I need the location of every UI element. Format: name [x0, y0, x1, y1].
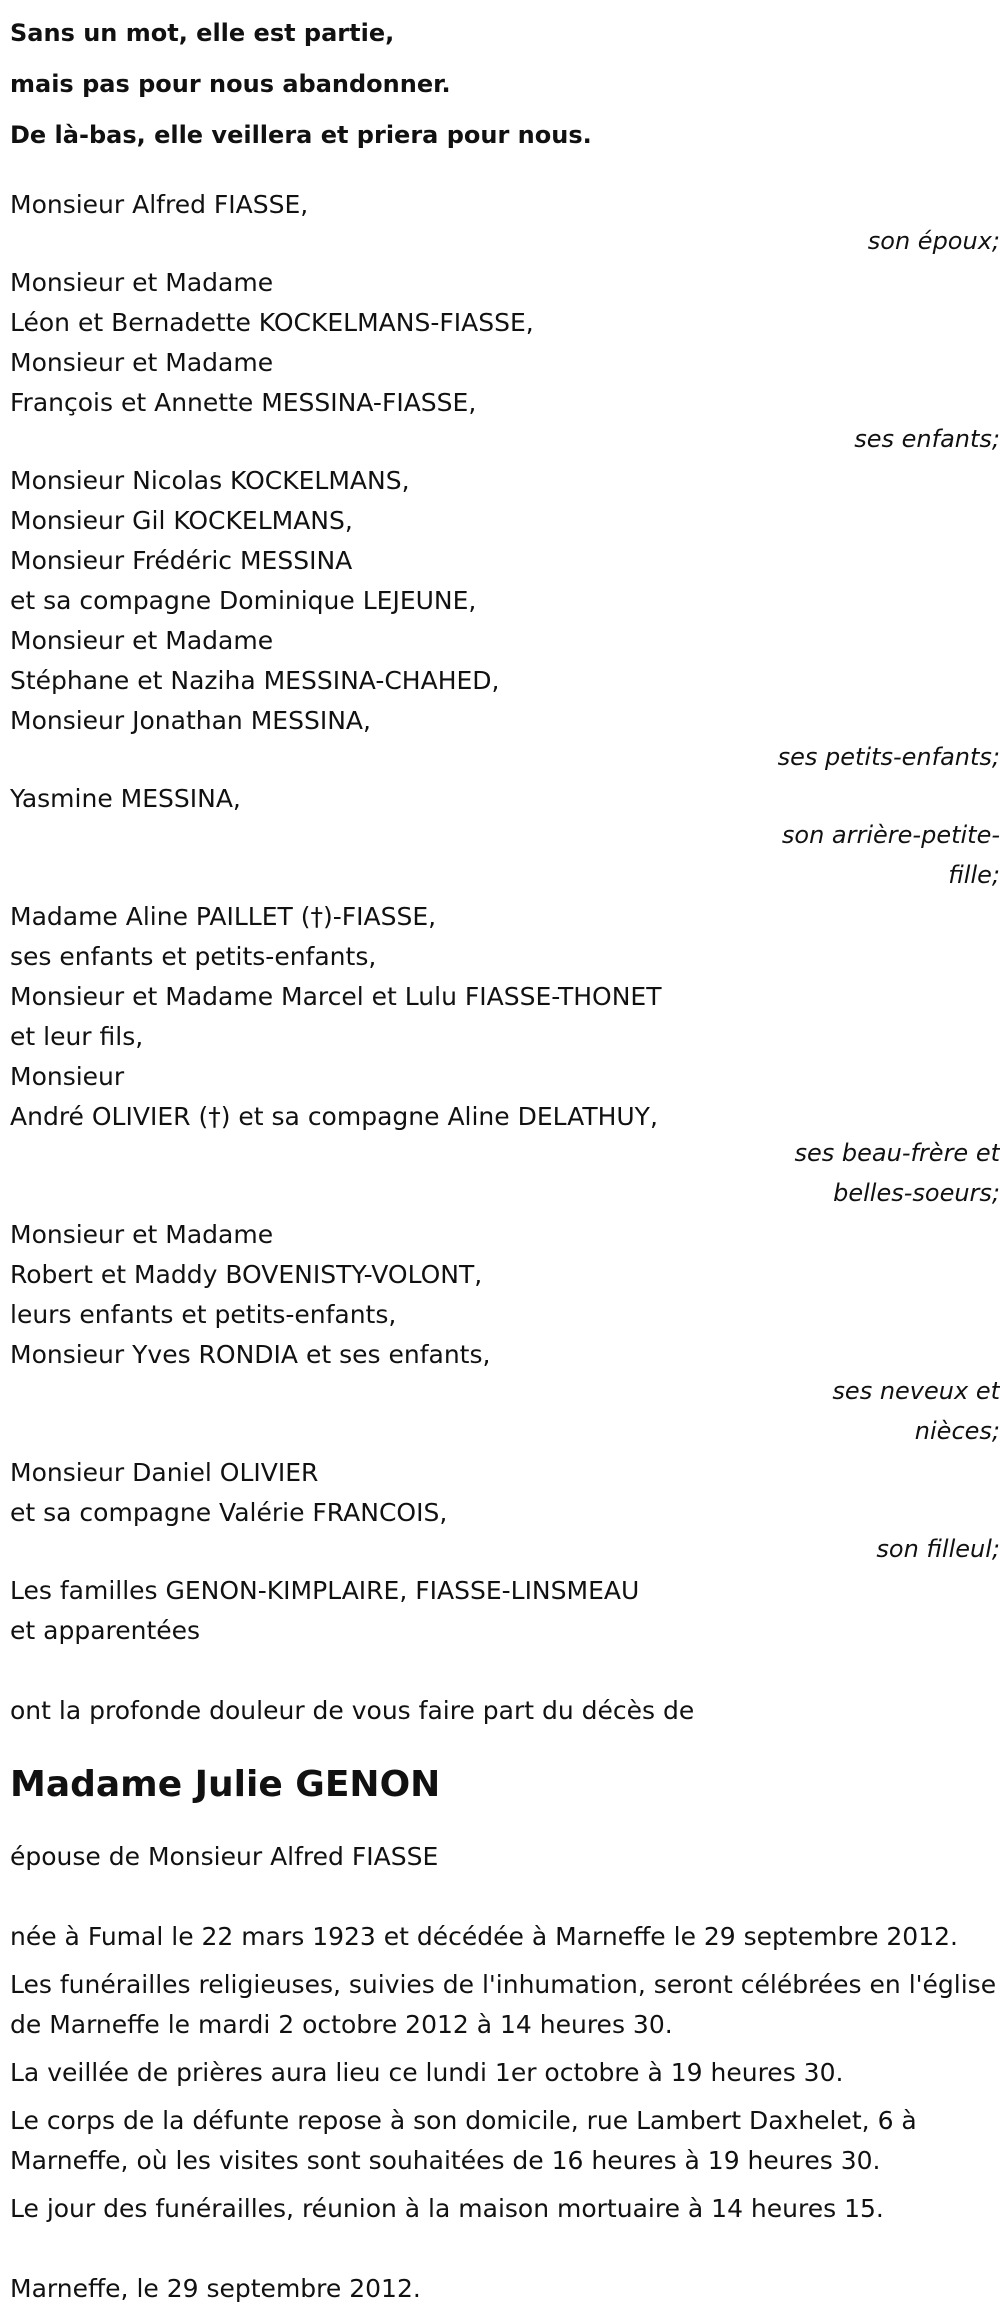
- family-group-children: [10, 263, 1000, 459]
- family-names: [10, 1453, 1000, 1533]
- family-names: [10, 461, 1000, 741]
- family-group-great-grandchild: [10, 779, 1000, 895]
- family-name-line: et leur fils,: [10, 1022, 144, 1051]
- family-name-line: leurs enfants et petits-enfants,: [10, 1300, 397, 1329]
- family-name-line: Monsieur Alfred FIASSE,: [10, 190, 309, 219]
- family-names: [10, 1215, 1000, 1375]
- relation-label: ses beau-frère et belles-soeurs;: [794, 1139, 1000, 1207]
- announcement-line: ont la profonde douleur de vous faire part du décès de: [10, 1696, 695, 1725]
- family-name-line: Monsieur Daniel OLIVIER: [10, 1458, 319, 1487]
- family-name-line: Monsieur Frédéric MESSINA: [10, 546, 353, 575]
- family-name-line: Monsieur Gil KOCKELMANS,: [10, 506, 353, 535]
- family-name-line: Monsieur: [10, 1062, 125, 1091]
- family-name-line: Monsieur et Madame: [10, 268, 274, 297]
- family-name-line: Stéphane et Naziha MESSINA-CHAHED,: [10, 666, 500, 695]
- poem-line: De là-bas, elle veillera et priera pour nous.: [10, 121, 592, 149]
- visitation-line: Le corps de la défunte repose à son domicile, rue Lambert Daxhelet, 6 à Marneffe, où les visites sont souhaitées de 16 heures à 19 heures 30.: [10, 2106, 917, 2175]
- relation-label: ses neveux et nièces;: [832, 1377, 1000, 1445]
- family-name-line: François et Annette MESSINA-FIASSE,: [10, 388, 477, 417]
- family-name-line: André OLIVIER (†) et sa compagne Aline DELATHUY,: [10, 1102, 658, 1131]
- family-group-nephews-nieces: [10, 1215, 1000, 1451]
- family-name-line: Monsieur Nicolas KOCKELMANS,: [10, 466, 410, 495]
- vigil-line: La veillée de prières aura lieu ce lundi 1er octobre à 19 heures 30.: [10, 2058, 844, 2087]
- family-name-line: et apparentées: [10, 1616, 201, 1645]
- relation-label: son arrière-petite- fille;: [781, 821, 1000, 889]
- poem-line: Sans un mot, elle est partie,: [10, 19, 395, 47]
- family-group-relatives: [10, 1571, 1000, 1651]
- family-name-line: Monsieur et Madame: [10, 1220, 274, 1249]
- gathering-line: Le jour des funérailles, réunion à la maison mortuaire à 14 heures 15.: [10, 2194, 884, 2223]
- family-group-spouse: [10, 185, 1000, 261]
- family-name-line: et sa compagne Valérie FRANCOIS,: [10, 1498, 448, 1527]
- family-name-line: ses enfants et petits-enfants,: [10, 942, 377, 971]
- family-name-line: Les familles GENON-KIMPLAIRE, FIASSE-LINSMEAU: [10, 1576, 640, 1605]
- poem-line: mais pas pour nous abandonner.: [10, 70, 451, 98]
- closing-line: Marneffe, le 29 septembre 2012.: [10, 2274, 421, 2303]
- relation-label: son filleul;: [876, 1535, 1000, 1563]
- family-name-line: Monsieur et Madame: [10, 626, 274, 655]
- family-name-line: Yasmine MESSINA,: [10, 784, 241, 813]
- family-name-line: Monsieur et Madame: [10, 348, 274, 377]
- deceased-name: Madame Julie GENON: [10, 1764, 441, 1805]
- family-name-line: Monsieur Yves RONDIA et ses enfants,: [10, 1340, 491, 1369]
- family-name-line: Monsieur Jonathan MESSINA,: [10, 706, 371, 735]
- family-names: [10, 263, 1000, 423]
- family-name-line: Monsieur et Madame Marcel et Lulu FIASSE-THONET: [10, 982, 662, 1011]
- obituary-notice: [10, 0, 1000, 2309]
- birth-death-line: née à Fumal le 22 mars 1923 et décédée à Marneffe le 29 septembre 2012.: [10, 1922, 958, 1951]
- relation-label: ses enfants;: [854, 425, 1000, 453]
- family-name-line: Madame Aline PAILLET (†)-FIASSE,: [10, 902, 437, 931]
- family-group-in-laws: [10, 897, 1000, 1213]
- family-names: [10, 1571, 1000, 1651]
- family-group-grandchildren: [10, 461, 1000, 777]
- family-names: [10, 185, 1000, 225]
- funeral-line: Les funérailles religieuses, suivies de l'inhumation, seront célébrées en l'église de Marneffe le mardi 2 octobre 2012 à 14 heures 30.: [10, 1970, 997, 2039]
- family-names: [10, 779, 1000, 819]
- family-names: [10, 897, 1000, 1137]
- relation-label: ses petits-enfants;: [777, 743, 1000, 771]
- family-name-line: Robert et Maddy BOVENISTY-VOLONT,: [10, 1260, 483, 1289]
- relation-label: son époux;: [867, 227, 1000, 255]
- family-name-line: Léon et Bernadette KOCKELMANS-FIASSE,: [10, 308, 534, 337]
- family-name-line: et sa compagne Dominique LEJEUNE,: [10, 586, 477, 615]
- poem: [10, 8, 1000, 161]
- spouse-line: épouse de Monsieur Alfred FIASSE: [10, 1842, 439, 1871]
- family-group-godson: [10, 1453, 1000, 1569]
